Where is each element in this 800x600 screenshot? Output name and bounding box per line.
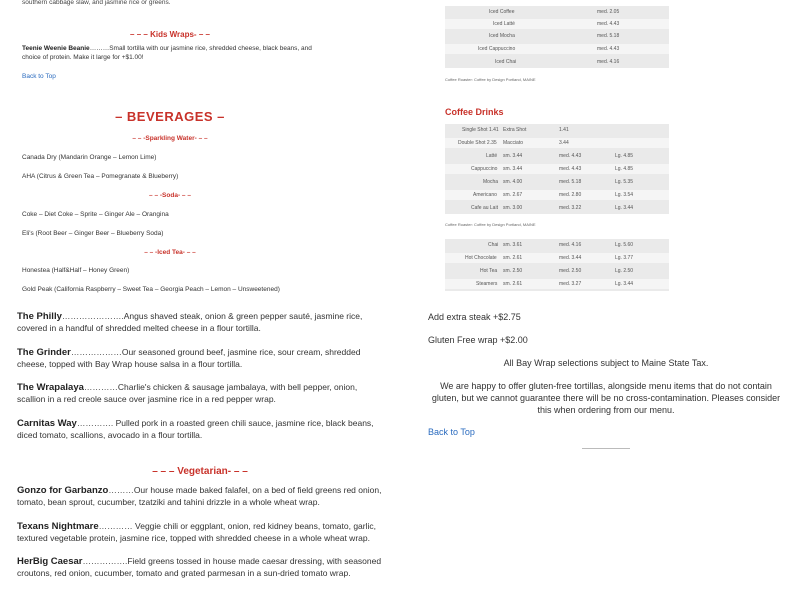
sub-desc: ………………….Angus shaved steak, onion & green pepper sauté, jasmine rice, covered in a handful of shredded melted cheese in a flour tortilla. [17, 311, 363, 333]
table-row: Chai sm. 3.61 med. 4.16 Lg. 5.60 [488, 242, 634, 248]
coffee-drinks-table [445, 124, 669, 214]
sparkling-heading: – – -Sparkling Water- – – [132, 135, 208, 142]
tea-heading: – – -Iced Tea- – – [144, 249, 196, 256]
tea-drinks-table [445, 239, 669, 291]
kids-item-name: Teenie Weenie Beanie [22, 45, 90, 52]
table-row: Iced Mocha med. 5.18 [489, 33, 620, 39]
divider [582, 448, 630, 449]
veg-name: Gonzo for Garbanzo [17, 485, 109, 496]
sub-name: Carnitas Way [17, 418, 77, 429]
sub-name: The Grinder [17, 347, 71, 358]
iced-coffee-table [445, 6, 669, 68]
table-row: Iced Latté med. 4.43 [445, 19, 669, 29]
table-row: Hot Tea sm. 2.50 med. 2.50 Lg. 2.50 [480, 268, 634, 274]
table-row: Cafe au Lait sm. 3.00 med. 3.22 Lg. 3.44 [471, 205, 634, 211]
gluten-free-addon: Gluten Free wrap +$2.00 [428, 335, 528, 345]
veg-desc: ………… Veggie chili or eggplant, onion, red kidney beans, tomato, garlic, textured vegetable protein, jasmine rice, topped with shredded cheese in a whole wheat wrap. [17, 521, 377, 543]
tax-notice: All Bay Wrap selections subject to Maine State Tax. [503, 358, 709, 368]
soda-item: Coke – Diet Coke – Sprite – Ginger Ale – Orangina [22, 211, 169, 218]
back-to-top-link[interactable]: Back to Top [428, 427, 475, 437]
tea-item: Honestea (Half&Half – Honey Green) [22, 267, 130, 274]
beverages-heading: – BEVERAGES – [115, 109, 225, 124]
sub-item-wrapalaya [17, 382, 382, 405]
sub-desc: ………………Our seasoned ground beef, jasmine rice, sour cream, shredded cheese, topped with Bay Wrap house salsa in a flour tortilla. [17, 347, 361, 369]
table-row: Steamers sm. 2.61 med. 3.27 Lg. 3.44 [445, 279, 669, 289]
sub-desc: …………. Pulled pork in a roasted green chili sauce, jasmine rice, black beans, diced tomato, scallions, avocado in a flour tortilla. [17, 418, 374, 440]
sub-item-philly [17, 311, 382, 334]
veg-name: HerBig Caesar [17, 556, 83, 567]
sub-desc: …………Charlie's chicken & sausage jambalaya, with bell pepper, onion, scallion in a red creole sauce over jasmine rice in a red pepper wrap. [17, 382, 358, 404]
sub-item-grinder [17, 347, 382, 370]
table-row: Iced Coffee med. 2.05 [489, 9, 620, 15]
soda-heading: – – -Soda- – – [149, 192, 191, 199]
veg-desc: ………Our house made baked falafel, on a bed of field greens red onion, tomato, bean sprout, cucumber, tzatziki and tahini drizzle in a whole wheat wrap. [17, 485, 382, 507]
kids-item [22, 44, 322, 62]
kids-heading: – – – Kids Wraps- – – [130, 30, 210, 39]
table-row: Latté sm. 3.44 med. 4.43 Lg. 4.85 [486, 153, 634, 159]
sub-name: The Philly [17, 311, 62, 322]
table-row: Cappuccino sm. 3.44 med. 4.43 Lg. 4.85 [445, 164, 669, 174]
back-to-top-link-kids[interactable]: Back to Top [22, 73, 56, 80]
extra-steak-addon: Add extra steak +$2.75 [428, 312, 521, 322]
sub-item-carnitas [17, 418, 382, 441]
sparkling-item: Canada Dry (Mandarin Orange – Lemon Lime) [22, 154, 157, 161]
veg-item-texans [17, 521, 382, 544]
table-row: Hot Chocolate sm. 2.61 med. 3.44 Lg. 3.77 [445, 253, 669, 263]
tea-item: Gold Peak (California Raspberry – Sweet Tea – Georgia Peach – Lemon – Unsweetened) [22, 286, 280, 293]
kids-item-text: ………Small tortilla with our jasmine rice, shredded cheese, black beans, and choice of protein. Make it large for +$1.00! [22, 45, 312, 61]
veg-name: Texans Nightmare [17, 521, 99, 532]
top-fragment: southern cabbage slaw, and jasmine rice or greens. [22, 0, 171, 6]
table-row: Double Shot 2.35 Macciato 3.44 [445, 138, 669, 148]
table-row: Iced Cappuccino med. 4.43 [445, 44, 669, 54]
veg-item-caesar [17, 556, 382, 579]
sub-name: The Wrapalaya [17, 382, 84, 393]
gluten-notice: We are happy to offer gluten-free tortillas, alongside menu items that do not contain gluten, but we cannot guarantee there will be no cross-contamination. Pleases consider this when ordering from our menu. [431, 381, 781, 415]
vegetarian-heading: – – – Vegetarian- – – [152, 466, 248, 477]
sparkling-item: AHA (Citrus & Green Tea – Pomegranate & Blueberry) [22, 173, 179, 180]
coffee-drinks-heading: Coffee Drinks [445, 107, 504, 117]
veg-item-gonzo [17, 485, 382, 508]
table-row: Iced Chai med. 4.16 [495, 59, 620, 65]
table-row: Americano sm. 2.67 med. 2.80 Lg. 3.54 [445, 190, 669, 200]
soda-item: Eli's (Root Beer – Ginger Beer – Blueberry Soda) [22, 230, 164, 237]
table-row: Single Shot 1.41 Extra Shot 1.41 [462, 127, 569, 133]
coffee-credit: Coffee Roaster: Coffee by Design Portland, MAINE [445, 222, 536, 227]
coffee-credit: Coffee Roaster: Coffee by Design Portland, MAINE [445, 77, 536, 82]
table-row: Mocha sm. 4.00 med. 5.18 Lg. 5.35 [483, 179, 634, 185]
veg-desc: …………….Field greens tossed in house made caesar dressing, with seasoned croutons, red onion, cucumber, tomato and grated parmesan in a sun-dried tomato wrap. [17, 556, 382, 578]
